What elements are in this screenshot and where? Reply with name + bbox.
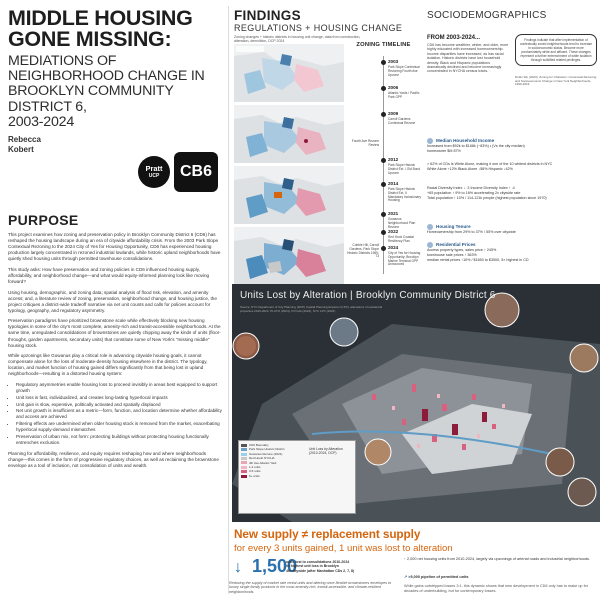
stat-line: median rental prices ↑10% / $1650 to $3500, 5× highest in CD xyxy=(427,258,529,263)
findings-subheading: REGULATIONS + HOUSING CHANGE xyxy=(234,23,403,33)
timeline-year: 2022 xyxy=(388,229,399,234)
supply-heading: New supply ≠ replacement supply xyxy=(234,527,421,541)
stat-line: > 62% of CDs is White Alone, making it one of the 10 whitest districts in NYC xyxy=(427,162,553,166)
net-units-text: 2,000 net housing units from 2010-2024, largely via upzonings of arterial roads and industrial neighborhoods. xyxy=(406,557,590,561)
map-graphic xyxy=(234,166,344,224)
subtitle-line: BROOKLYN COMMUNITY xyxy=(8,83,174,100)
legend-item: Park Slope Historic District xyxy=(241,447,353,451)
timeline-text: Carroll Gardens Contextual Rezone xyxy=(388,117,416,125)
title-line-1: MIDDLE HOUSING xyxy=(8,6,193,30)
timeline-text: Atlantic Yards / Pacific Park GPP xyxy=(388,91,420,99)
stat-title: Housing Tenure xyxy=(427,224,597,230)
poster-subtitle xyxy=(8,54,220,130)
up-arrow-icon: ↑ xyxy=(404,557,406,561)
timeline-year: 2014 xyxy=(388,181,399,186)
timeline-text: Park Slope Contextual Rezoning Fourth Ave Upzone xyxy=(388,65,420,77)
purpose-paragraph: While upzonings like Gowanus play a critical role in advancing citywide housing goals, it cannot compensate alone for the loss of moderate-density housing elsewhere in the district. The typology, location, and market function of housing gained differs significantly from that being lost in upland neighborhoods—resulting in a distorted housing system: xyxy=(8,353,208,377)
quote-box: Findings indicate that after implementation of contextually zoned neighborhoods tend to increase in socioeconomic status. Become more predominately white and affluent. These changes represent a further entrenchment of white isolation through solidified related privileges. xyxy=(515,34,597,66)
purpose-paragraph: This study asks: How have preservation and zoning policies in CD6 influenced housing supply, affordability, and neighborhood change—and what would equity-informed planning look like moving forward? xyxy=(8,266,210,285)
timeline-text-left: Fourth Ave Rezone Review xyxy=(351,139,379,147)
legend-item: 1-2 units xyxy=(241,465,353,469)
timeline-dot xyxy=(381,112,386,117)
purpose-paragraph: Preservation paradigms have prioritized brownstone scale while effectively blocking new housing typologies in some of the city's most complete, amenity-rich and transit-accessible neighborhoods. At the same time, unregulated consolidations of brownstones are quietly chipping away the kinds of units (floor-throughs, garden apartments, secondary units) that constitute some of New York's "missing middle" housing stock. xyxy=(8,318,221,348)
stat-line: Homeownership from 29% to 37% / 55% over citywide xyxy=(427,230,516,234)
down-arrow-icon: ↓ xyxy=(234,559,242,576)
timeline-year: 2003 xyxy=(388,59,399,64)
zoning-map xyxy=(234,105,344,163)
net-units-stat xyxy=(404,557,600,562)
timeline-dot xyxy=(381,246,386,251)
supply-subheading: for every 3 units gained, 1 unit was lost to alteration xyxy=(234,543,453,554)
purpose-paragraph: Using housing, demographic, and zoning data; spatial analysis of flood risk, elevation, and amenity access; and, a literature review of zoning, preservation, neighborhood change, and housing justice, the project critiques a district-wide tradeoff narrative via net unit counts and calls for policies account for typology, geography, and regulatory asymmetry. xyxy=(8,289,217,313)
bullet-item: • Filtering effects are undermined when older housing stock is removed from the market, exacerbating hyperlocal supply-demand mismatches xyxy=(16,421,222,433)
purpose-text xyxy=(8,232,222,473)
stat-title: Median Household Income xyxy=(427,138,597,144)
zoning-map xyxy=(234,227,344,285)
purpose-heading: PURPOSE xyxy=(8,212,79,228)
legend-item: 4th Ave Atlantic Yard xyxy=(241,461,353,465)
legend-item: 6+ units xyxy=(241,474,353,478)
stat-line: White Alone ↑12% Black Alone ↓58% Hispanic ↓42% xyxy=(427,167,513,172)
cb6-logo: CB6 xyxy=(174,152,218,192)
quote-source: Dubin Wu (2023). Zoning for Character: Contextual Rezoning and Socioeconomic Change in New York Neighborhoods, 1996-2019 xyxy=(515,75,597,87)
alteration-source-note: Source: NYC Department of City Planning (DCP) Capital Planning Explorer (CPX), alterations of residential properties 2010-2024, PLUTO (2024), NYCHA (2024), NYC LPC (2024) xyxy=(240,305,383,313)
timeline-year: 2012 xyxy=(388,157,399,162)
map-graphic xyxy=(234,44,344,102)
sociodemographics xyxy=(427,10,597,87)
poster-title xyxy=(8,8,220,50)
units-lost-number: 1,500 xyxy=(252,556,298,576)
stat-line: +65 population ↑ 9% to 16% accelerating 2x citywide rate xyxy=(427,191,521,196)
alteration-title: Units Lost by Alteration | Brooklyn Community District 6 xyxy=(240,290,496,301)
map-legend xyxy=(238,440,356,514)
title-line-2: GONE MISSING: xyxy=(8,27,172,51)
timeline-text: Gowanus Neighborhood Plan Rezone xyxy=(388,217,416,229)
legend-swatch xyxy=(241,444,247,447)
stat-title: Residential Prices xyxy=(427,242,597,248)
timeline-text: Red Hook Coastal Resiliency Plan xyxy=(388,235,414,243)
legend-item: CD6 Boundary xyxy=(241,443,353,447)
bullet-item: • Unit loss is fast, individualized, and creates long-lasting hyperlocal impacts xyxy=(16,395,222,401)
supply-footnote: Reducing the supply of market rate rental units and altering once-flexible brownstones envelopes to luxury single family products in the most amenity-rich, transit-accessible, and climate-resilient neighborhoods. xyxy=(229,581,392,594)
logos xyxy=(138,152,224,200)
timeline-dot xyxy=(381,86,386,91)
timeline-dot xyxy=(381,230,386,235)
subtitle-line: DISTRICT 6, xyxy=(8,98,87,115)
gains-note: While gains outstripped losses 3:1, this dynamic shows that new development in CD6 only has to make up for decades of underbuilding, but for contemporary losses. xyxy=(404,584,589,593)
trend-up-icon: ↗ xyxy=(404,575,408,579)
timeline-text: City of Yes for Housing Opportunity; Brooklyn Marine Terminal GPP Announced xyxy=(388,251,421,267)
zoning-map xyxy=(234,44,344,102)
subtitle-line: 2003-2024 xyxy=(8,113,75,130)
findings-header xyxy=(234,8,402,43)
units-lost-line: units lost to consolidations 2010-2024 xyxy=(286,560,350,564)
income-stats xyxy=(427,138,597,154)
map-graphic xyxy=(234,227,344,285)
legend-swatch xyxy=(241,453,247,456)
timeline-year: 2024 xyxy=(388,245,399,250)
bullet-item: • Net unit growth is insufficient as a metric—form, function, and location determine whether affordability and access are achieved xyxy=(16,408,222,420)
timeline-year: 2006 xyxy=(388,85,399,90)
legend-swatch xyxy=(241,470,247,473)
socio-heading: SOCIODEMOGRAPHICS xyxy=(427,10,547,21)
stat-line: Increased from $92k to $168k (−83%) • (Vs the city median) xyxy=(427,144,525,148)
units-lost-description xyxy=(286,560,376,573)
tenure-stats xyxy=(427,224,597,235)
stat-line: Racial Diversity Index ↓ .3 Income Diversity Index ↑ .4 xyxy=(427,186,515,190)
legend-item: 3-5 units xyxy=(241,469,353,473)
zoning-timeline xyxy=(345,42,422,278)
author-first: Rebecca xyxy=(8,135,41,145)
units-lost-line: 4th citywide (after Manhattan CDs 2, 7, 8) xyxy=(286,568,355,573)
legend-swatch xyxy=(241,461,247,464)
purpose-paragraph: This project examines how zoning and preservation policy in Brooklyn Community District 6 (CD6) has reshaped the housing landscape during an era of citywide affordability crisis. From the 2003 Park Slope Contextual Rezoning to the 2024 City of Yes for Housing Opportunity, CD6 has experienced housing production largely concentrated in rezoned industrial lowlands, while historic upland neighborhoods have quietly shed housing units through permitted townhouse consolidations. xyxy=(8,232,221,262)
pratt-logo: Pratt UCP xyxy=(138,156,170,188)
timeline-year: 2009 xyxy=(388,111,399,116)
pipeline-stat xyxy=(404,575,600,580)
timeline-dot xyxy=(381,212,386,217)
timeline-dot xyxy=(381,182,386,187)
legend-swatch xyxy=(241,475,247,478)
timeline-heading: ZONING TIMELINE xyxy=(356,42,411,48)
legend-swatch xyxy=(241,457,247,460)
legend-title: Unit Loss by Alteration (2010-2024, DCP) xyxy=(309,447,343,455)
column-divider xyxy=(228,6,229,594)
map-graphic xyxy=(234,105,344,163)
legend-item: Gowanus Rezone (2021) xyxy=(241,452,353,456)
legend-item: Red Hook/ NYCHA xyxy=(241,456,353,460)
author-last: Kobert xyxy=(8,145,34,155)
legend-swatch xyxy=(241,448,247,451)
zoning-maps xyxy=(234,44,344,288)
bullet-item: • Regulatory asymmetries enable housing loss to proceed invisibly in areas best equipped to support growth xyxy=(16,382,222,394)
race-stats xyxy=(427,162,597,172)
timeline-year: 2021 xyxy=(388,211,399,216)
subtitle-line: NEIGHBORHOOD CHANGE IN xyxy=(8,68,205,85)
diversity-stats xyxy=(427,186,597,201)
purpose-paragraph: Planning for affordability, resilience, and equity requires reshaping how and where neighborhoods change—this comes in the form of progressive regulatory choices, as well as reclaiming the brownstone envelope as a tool of inclusion, not consolidation of units and wealth. xyxy=(8,450,219,468)
timeline-dot xyxy=(381,158,386,163)
zoning-map xyxy=(234,166,344,224)
pipeline-text: >5,000 pipeline of permitted units xyxy=(408,575,469,579)
findings-heading: FINDINGS xyxy=(234,8,301,23)
timeline-text: Park Slope Historic District Ext. II Mandatory Inclusionary Housing xyxy=(388,187,421,203)
timeline-text: Park Slope Historic District Ext. I Old Bond Upzone xyxy=(388,163,421,175)
price-stats xyxy=(427,242,597,263)
stat-line: homeowner $M 87% xyxy=(427,149,461,154)
findings-caption: Zoning changes + historic districts in housing unit change, data from construction, alteration, demolition, DCP 2024 xyxy=(234,35,361,43)
socio-intro: CD6 has become wealthier, whiter, and older, more highly educated with increased homeownership. Income disparities have increased, as has racial isolation. Historic districts have lost household density. Black and Hispanic populations dramatically declined and become increasingly concentrated in NYCHA census tracts. xyxy=(427,43,509,74)
bullet-item: • Unit gain is slow, expensive, politically activated and spatially displaced xyxy=(16,402,222,408)
units-lost-line: #1 highest unit loss in Brooklyn xyxy=(286,564,339,569)
timeline-dot xyxy=(381,60,386,65)
bullet-item: • Preservation of urban mix, not form: protecting buildings without protecting housing functionally entrenches exclusion. xyxy=(16,434,222,446)
purpose-bullets xyxy=(16,382,222,446)
stat-line: Access property types, sales price ↑ 245% xyxy=(427,248,497,252)
timeline-text-left: Cobble Hill, Carroll Gardens, Park Slope Historic Districts 1969-73 xyxy=(347,243,379,259)
subtitle-line: MEDIATIONS OF xyxy=(8,53,117,69)
stat-line: Total population ↑ 10% / 114-121k people (highest population since 1970) xyxy=(427,196,547,201)
socio-subheading: FROM 2003-2024... xyxy=(427,35,481,41)
legend-swatch xyxy=(241,466,247,469)
stat-line: townhouse sale prices ↑ 363% xyxy=(427,253,477,258)
